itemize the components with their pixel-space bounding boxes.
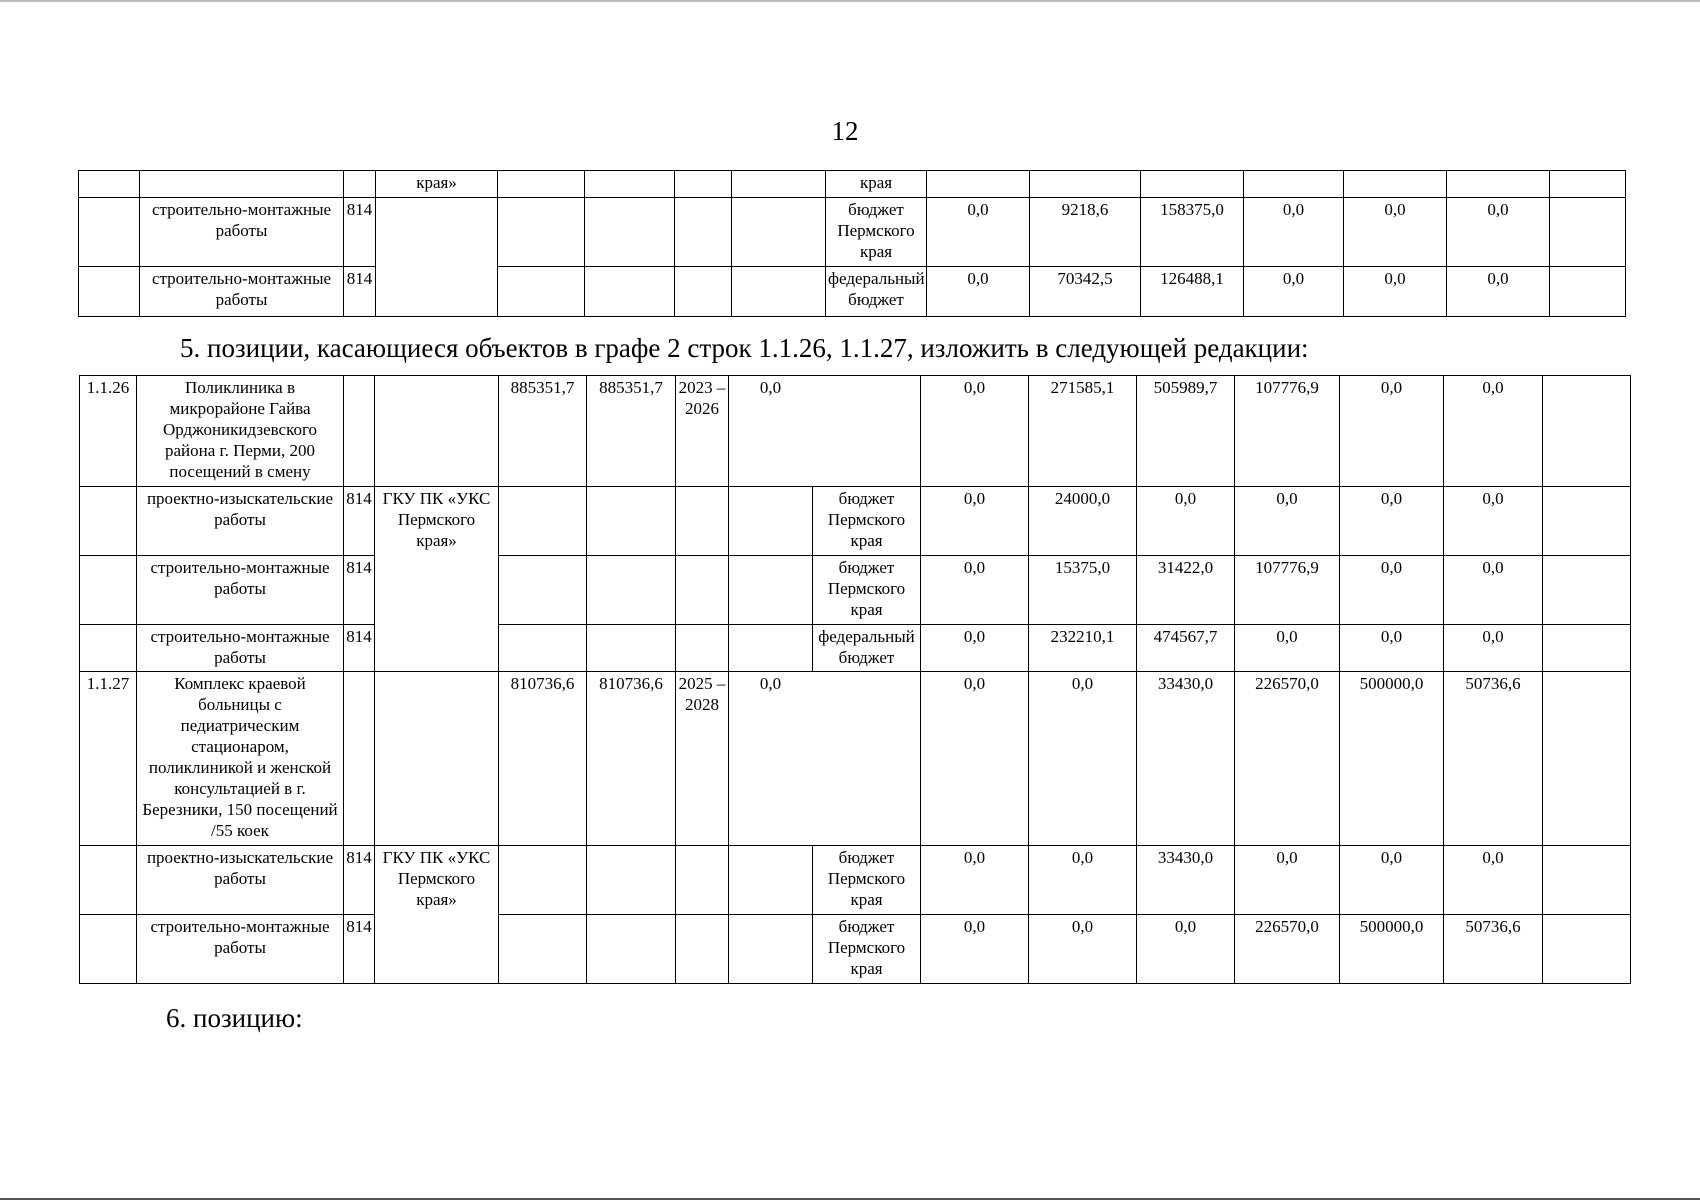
org-cell: ГКУ ПК «УКС Пермского края»: [375, 487, 499, 672]
total-cost-cell: 885351,7: [499, 376, 587, 487]
table-row: [80, 915, 1631, 984]
value-cell: 70342,5: [1030, 267, 1141, 317]
completed-cell: 0,0: [729, 376, 813, 487]
source-cell: бюджет Пермского края: [813, 915, 921, 984]
value-cell: 50736,6: [1444, 672, 1543, 846]
source-cell: бюджет Пермского края: [813, 487, 921, 556]
object-row: [80, 672, 1631, 846]
work-type-cell: строительно-монтажные работы: [140, 267, 344, 317]
estimated-cost-cell: 885351,7: [587, 376, 676, 487]
value-cell: 0,0: [1444, 376, 1543, 487]
value-cell: 271585,1: [1029, 376, 1137, 487]
code-cell: 814: [344, 487, 375, 556]
work-type-cell: строительно-монтажные работы: [140, 198, 344, 267]
source-cell: бюджет Пермского края: [813, 556, 921, 625]
source-cell: федеральный бюджет: [813, 625, 921, 672]
value-cell: 0,0: [921, 625, 1029, 672]
value-cell: 500000,0: [1340, 672, 1444, 846]
years-cell: 2025 – 2028: [676, 672, 729, 846]
value-cell: 0,0: [1344, 267, 1447, 317]
row-number: 1.1.26: [80, 376, 137, 487]
value-cell: 31422,0: [1137, 556, 1235, 625]
value-cell: 0,0: [921, 846, 1029, 915]
value-cell: 0,0: [1444, 556, 1543, 625]
value-cell: 50736,6: [1444, 915, 1543, 984]
table-row: [79, 198, 1626, 267]
table-row: [80, 487, 1631, 556]
value-cell: 0,0: [1340, 556, 1444, 625]
code-cell: 814: [344, 846, 375, 915]
work-type-cell: строительно-монтажные работы: [137, 556, 344, 625]
value-cell: 0,0: [1029, 846, 1137, 915]
org-cell: ГКУ ПК «УКС Пермского края»: [375, 846, 499, 984]
row-number: 1.1.27: [80, 672, 137, 846]
work-type-cell: проектно-изыскательские работы: [137, 487, 344, 556]
completed-cell: 0,0: [729, 672, 813, 846]
value-cell: 0,0: [1444, 487, 1543, 556]
value-cell: 232210,1: [1029, 625, 1137, 672]
objects-table: [79, 375, 1631, 984]
value-cell: 107776,9: [1235, 556, 1340, 625]
scan-top-edge: [0, 0, 1700, 2]
work-type-cell: проектно-изыскательские работы: [137, 846, 344, 915]
page-number: 12: [831, 116, 859, 146]
code-cell: 814: [344, 625, 375, 672]
table-row: [79, 171, 1626, 198]
code-cell: 814: [344, 915, 375, 984]
object-name: Поликлиника в микрорайоне Гайва Орджоникидзевского района г. Перми, 200 посещений в смену: [137, 376, 344, 487]
source-cell: края: [826, 171, 927, 198]
estimated-cost-cell: 810736,6: [587, 672, 676, 846]
value-cell: 107776,9: [1235, 376, 1340, 487]
value-cell: 0,0: [921, 376, 1029, 487]
value-cell: 0,0: [1235, 625, 1340, 672]
table-row: [79, 267, 1626, 317]
object-row: [80, 376, 1631, 487]
code-cell: 814: [344, 556, 375, 625]
value-cell: 15375,0: [1029, 556, 1137, 625]
value-cell: 226570,0: [1235, 915, 1340, 984]
value-cell: 0,0: [921, 487, 1029, 556]
table-row: [80, 846, 1631, 915]
value-cell: 0,0: [1444, 846, 1543, 915]
value-cell: 0,0: [1447, 198, 1550, 267]
value-cell: 0,0: [921, 556, 1029, 625]
table-row: [80, 625, 1631, 672]
total-cost-cell: 810736,6: [499, 672, 587, 846]
value-cell: 0,0: [1244, 198, 1344, 267]
value-cell: 0,0: [1235, 487, 1340, 556]
value-cell: 0,0: [1447, 267, 1550, 317]
budget-table-continuation: [78, 170, 1626, 317]
value-cell: 33430,0: [1137, 846, 1235, 915]
value-cell: 0,0: [1137, 487, 1235, 556]
code-cell: 814: [344, 198, 376, 267]
value-cell: 0,0: [1137, 915, 1235, 984]
value-cell: 0,0: [927, 198, 1030, 267]
table-row: [80, 556, 1631, 625]
value-cell: 126488,1: [1141, 267, 1244, 317]
value-cell: 0,0: [1340, 625, 1444, 672]
paragraph-6: 6. позицию:: [166, 1003, 303, 1033]
value-cell: 0,0: [921, 915, 1029, 984]
value-cell: 226570,0: [1235, 672, 1340, 846]
value-cell: 474567,7: [1137, 625, 1235, 672]
work-type-cell: строительно-монтажные работы: [137, 915, 344, 984]
object-name: Комплекс краевой больницы с педиатрическим стационаром, поликлиникой и женской консультацией в г. Березники, 150 посещений /55 коек: [137, 672, 344, 846]
value-cell: 0,0: [1340, 487, 1444, 556]
value-cell: 505989,7: [1137, 376, 1235, 487]
value-cell: 0,0: [1444, 625, 1543, 672]
paragraph-5: 5. позиции, касающиеся объектов в графе 2 строк 1.1.26, 1.1.27, изложить в следующей редакции:: [180, 333, 1309, 363]
years-cell: 2023 – 2026: [676, 376, 729, 487]
source-cell: федеральный бюджет: [826, 267, 927, 317]
value-cell: 9218,6: [1030, 198, 1141, 267]
value-cell: 0,0: [1340, 846, 1444, 915]
value-cell: 0,0: [1244, 267, 1344, 317]
source-cell: бюджет Пермского края: [813, 846, 921, 915]
value-cell: 24000,0: [1029, 487, 1137, 556]
org-cell: края»: [376, 171, 498, 198]
value-cell: 158375,0: [1141, 198, 1244, 267]
value-cell: 0,0: [1029, 672, 1137, 846]
work-type-cell: строительно-монтажные работы: [137, 625, 344, 672]
code-cell: 814: [344, 267, 376, 317]
value-cell: 0,0: [1235, 846, 1340, 915]
value-cell: 33430,0: [1137, 672, 1235, 846]
value-cell: 0,0: [1340, 376, 1444, 487]
value-cell: 0,0: [921, 672, 1029, 846]
value-cell: 0,0: [927, 267, 1030, 317]
value-cell: 500000,0: [1340, 915, 1444, 984]
value-cell: 0,0: [1344, 198, 1447, 267]
source-cell: бюджет Пермского края: [826, 198, 927, 267]
value-cell: 0,0: [1029, 915, 1137, 984]
